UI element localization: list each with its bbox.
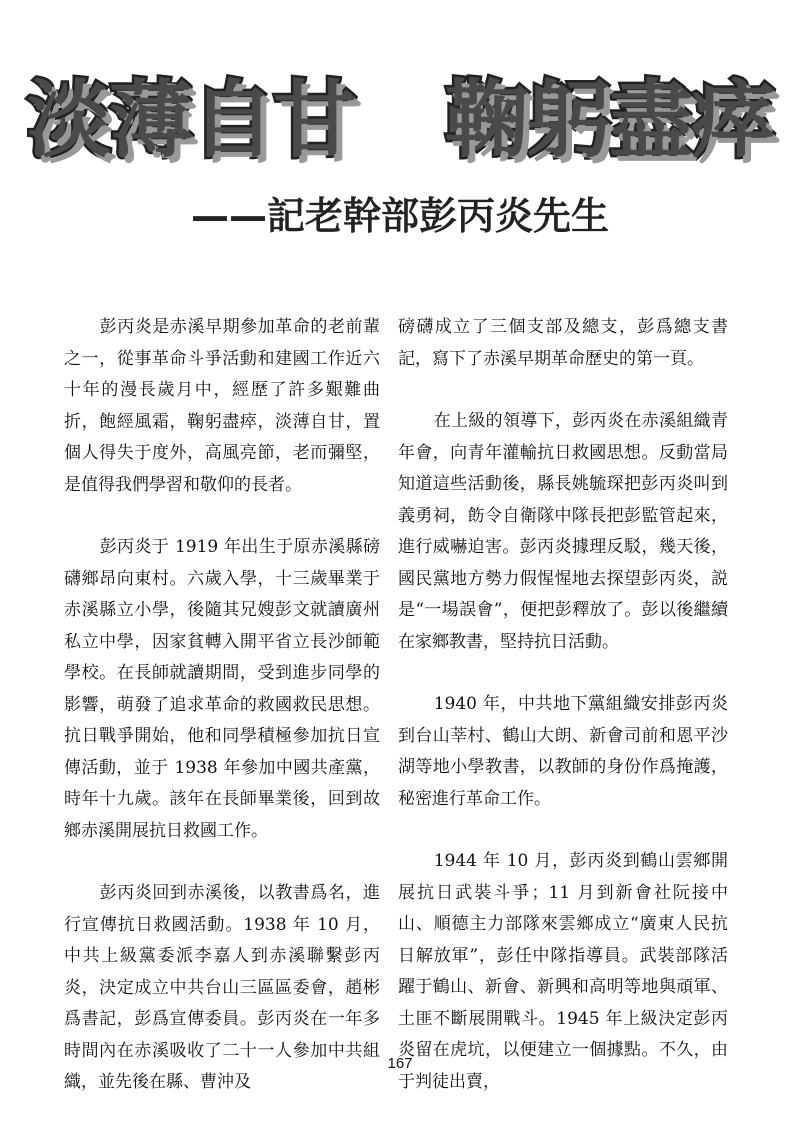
- paragraph-continued: 磅礴成立了三個支部及總支，彭爲總支書記，寫下了赤溪早期革命歷史的第一頁。: [398, 317, 728, 369]
- page-number: 167: [387, 1055, 413, 1072]
- paragraph: 1944 年 10 月，彭丙炎到鶴山雲鄉開展抗日武裝斗爭；11 月到新會社阮接中山、順德主力部隊來雲鄉成立“廣東人民抗日解放軍”，彭任中隊指導員。武裝部隊活躍于鶴山、新會、新興和高明等地與頑軍、土匪不斷展開戰斗。1945 年上級決定彭丙炎留在虎坑，以便建立一個據點。不久，由于判徒出賣，: [398, 851, 728, 1092]
- paragraph: 在上級的領導下，彭丙炎在赤溪組織青年會，向青年灌輸抗日救國思想。反動當局知道這些活動後，縣長姚毓琛把彭丙炎叫到義勇祠，飭令自衛隊中隊長把彭監管起來，進行威嚇迫害。彭丙炎據理反駁，幾天後，國民黨地方勢力假惺惺地去探望彭丙炎，説是“一場誤會”，便把彭釋放了。彭以後繼續在家鄉教書，堅持抗日活動。: [398, 411, 728, 652]
- left-column: [64, 312, 380, 1092]
- paragraph: 1940 年，中共地下黨組織安排彭丙炎到台山莘村、鶴山大朗、新會司前和恩平沙湖等地小學教書，以教師的身份作爲掩護，秘密進行革命工作。: [398, 694, 728, 809]
- main-title-part1: 淡薄自甘: [26, 71, 355, 169]
- paragraph: 彭丙炎于 1919 年出生于原赤溪縣磅礴鄉昂向東村。六歲入學，十三歲畢業于赤溪縣立小學，後隨其兄嫂彭文就讀廣州私立中學，因家貧轉入開平省立長沙師範學校。在長師就讀期間，受到進步同學的影響，萌發了追求革命的救國救民思想。抗日戰爭開始，他和同學積極參加抗日宣傳活動，並于 1938 年參加中國共產黨，時年十九歲。該年在長師畢業後，回到故鄉赤溪開展抗日救國工作。: [64, 537, 380, 841]
- main-title: [20, 70, 780, 170]
- paragraph: 彭丙炎是赤溪早期參加革命的老前輩之一，從事革命斗爭活動和建國工作近六十年的漫長歲月中，經歷了許多艱難曲折，飽經風霜，鞠躬盡瘁，淡薄自甘，置個人得失于度外，高風亮節，老而彌堅，是值得我們學習和敬仰的長者。: [64, 317, 380, 495]
- main-title-part2: 鞠躬盡瘁: [445, 71, 774, 169]
- subtitle: ——記老幹部彭丙炎先生: [190, 194, 609, 238]
- paragraph: 彭丙炎回到赤溪後，以教書爲名，進行宣傳抗日救國活動。1938 年 10 月，中共上級黨委派李嘉人到赤溪聯繫彭丙炎，決定成立中共台山三區區委會，趙彬爲書記，彭爲宣傳委員。彭丙炎在一年多時間內在赤溪吸收了二十一人參加中共組織，並先後在縣、曹沖及: [64, 883, 380, 1092]
